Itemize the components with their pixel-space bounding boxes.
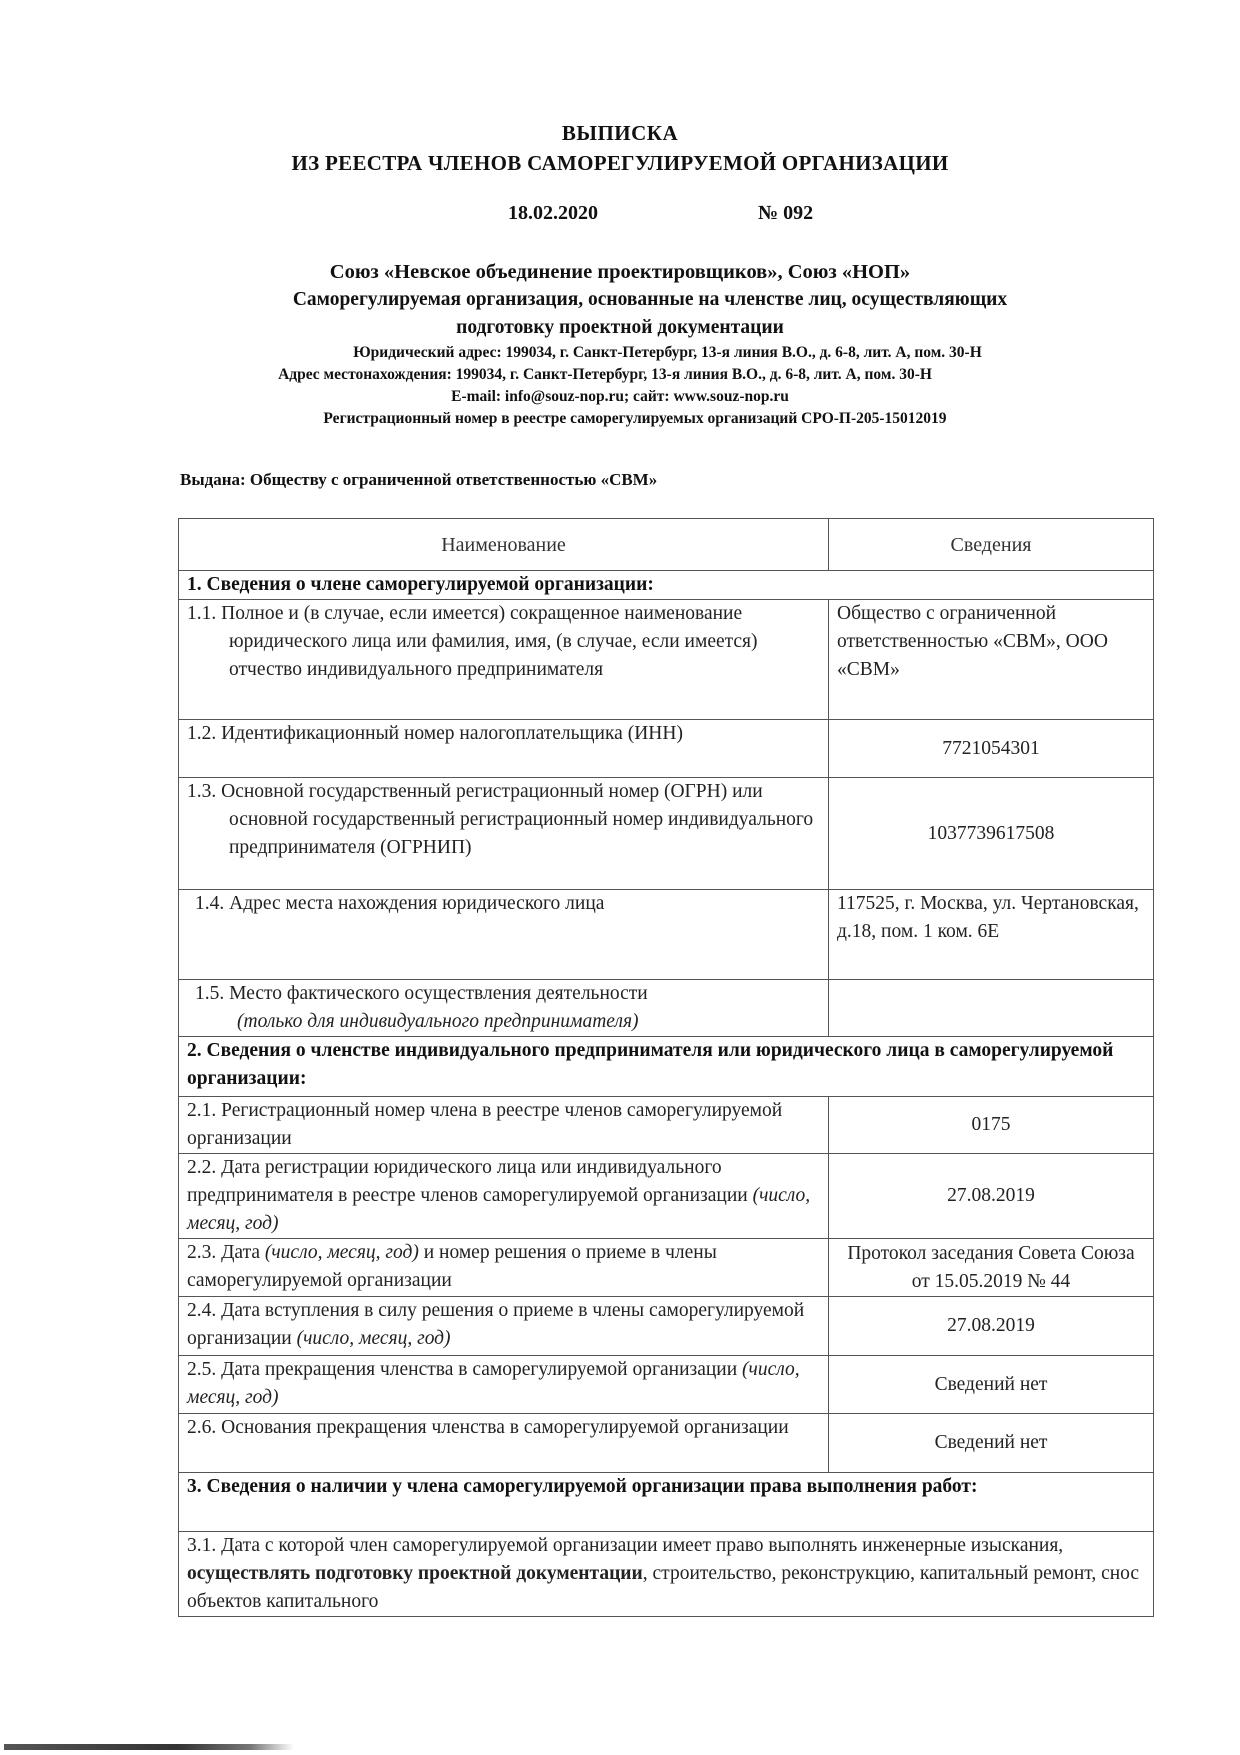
row-label: 1.4. Адрес места нахождения юридического лица	[179, 890, 829, 980]
row-value-effective-date: 27.08.2019	[829, 1297, 1154, 1356]
row-label: 1.3. Основной государственный регистрационный номер (ОГРН) или основной государственный регистрационный номер индивидуального предпринимателя (ОГРНИП)	[179, 778, 829, 890]
row-label: 2.1. Регистрационный номер члена в реестре членов саморегулируемой организации	[179, 1097, 829, 1154]
issued-to: Выдана: Обществу с ограниченной ответственностью «СВМ»	[180, 470, 658, 489]
row-label-text: 2.4. Дата вступления в силу решения о приеме в члены саморегулируемой организации	[187, 1300, 805, 1349]
header-name: Наименование	[179, 519, 829, 571]
row-label-text: 2.2. Дата регистрации юридического лица или индивидуального предпринимателя в реестре членов саморегулируемой организации	[187, 1157, 753, 1206]
row-label	[179, 980, 829, 1037]
table-row	[179, 778, 1154, 890]
document-number: № 092	[758, 202, 814, 224]
row-label-note: (число, месяц, год)	[187, 1185, 811, 1234]
section-2-title: 2. Сведения о членстве индивидуального предпринимателя или юридического лица в саморегулируемой организации:	[179, 1037, 1154, 1097]
row-label	[179, 1356, 829, 1414]
row-label-text: 2.5. Дата прекращения членства в саморегулируемой организации	[187, 1359, 743, 1380]
organization-type-line2: подготовку проектной документации	[456, 317, 784, 338]
row-value-address: 117525, г. Москва, ул. Чертановская, д.18, пом. 1 ком. 6Е	[829, 890, 1154, 980]
row-label-text: , строительство, реконструкцию, капитальный ремонт, снос объектов капитального	[187, 1563, 1140, 1612]
row-label-text: 3.1. Дата с которой член саморегулируемой организации имеет право выполнять инженерные изыскания,	[187, 1535, 1064, 1556]
row-label-emphasis: осуществлять подготовку проектной документации	[187, 1563, 643, 1584]
row-label-text: 2.3. Дата	[187, 1242, 265, 1263]
table-row	[179, 1154, 1154, 1239]
document-date: 18.02.2020	[508, 202, 598, 224]
row-value-inn: 7721054301	[829, 720, 1154, 778]
table-row	[179, 600, 1154, 720]
row-value-protocol: Протокол заседания Совета Союза от 15.05.2019 № 44	[829, 1239, 1154, 1297]
row-label-note: (число, месяц, год)	[296, 1328, 451, 1349]
row-label-text: 1.5. Место фактического осуществления деятельности	[195, 983, 648, 1004]
title-extract: ВЫПИСКА	[561, 121, 679, 145]
sro-registry-number: Регистрационный номер в реестре саморегулируемых организаций СРО-П-205-15012019	[323, 410, 947, 427]
table-row	[179, 1239, 1154, 1297]
row-label-note: (только для индивидуального предпринимателя)	[237, 1011, 639, 1032]
table-row	[179, 1297, 1154, 1356]
row-value: Общество с ограниченной ответственностью «СВМ», ООО «СВМ»	[829, 600, 1154, 720]
contacts: E-mail: info@souz-nop.ru; сайт: www.souz-nop.ru	[451, 388, 789, 405]
row-label	[179, 1239, 829, 1297]
row-label-note: (число, месяц, год)	[187, 1359, 800, 1408]
table-header-row	[179, 519, 1154, 571]
legal-address: Юридический адрес: 199034, г. Санкт-Петербург, 13-я линия В.О., д. 6-8, лит. А, пом. 30-Н	[353, 344, 982, 361]
table-row	[179, 1532, 1154, 1617]
row-value-termination-reason: Сведений нет	[829, 1414, 1154, 1473]
document-title	[0, 118, 1240, 178]
registry-table	[178, 518, 1154, 1617]
organization-header	[0, 258, 1240, 430]
row-value-termination-date: Сведений нет	[829, 1356, 1154, 1414]
table-row	[179, 1097, 1154, 1154]
table-row	[179, 980, 1154, 1037]
row-label: 1.1. Полное и (в случае, если имеется) сокращенное наименование юридического лица или фамилия, имя, (в случае, если имеется) отчество индивидуального предпринимателя	[179, 600, 829, 720]
row-value-ogrn: 1037739617508	[829, 778, 1154, 890]
location-address: Адрес местонахождения: 199034, г. Санкт-Петербург, 13-я линия В.О., д. 6-8, лит. А, пом. 30-Н	[278, 366, 932, 383]
row-label: 2.6. Основания прекращения членства в саморегулируемой организации	[179, 1414, 829, 1473]
row-value	[829, 980, 1154, 1037]
table-row	[179, 1414, 1154, 1473]
row-value-member-number: 0175	[829, 1097, 1154, 1154]
row-label	[179, 1297, 829, 1356]
row-label-note: (число, месяц, год)	[264, 1242, 419, 1263]
title-registry: ИЗ РЕЕСТРА ЧЛЕНОВ САМОРЕГУЛИРУЕМОЙ ОРГАНИЗАЦИИ	[291, 151, 949, 175]
section-3-title: 3. Сведения о наличии у члена саморегулируемой организации права выполнения работ:	[179, 1473, 1154, 1532]
row-label-text: и номер решения о приеме в члены саморегулируемой организации	[187, 1242, 717, 1291]
organization-name: Союз «Невское объединение проектировщиков», Союз «НОП»	[329, 261, 911, 283]
section-row	[179, 571, 1154, 600]
section-1-title: 1. Сведения о члене саморегулируемой организации:	[179, 571, 1154, 600]
table-row	[179, 1356, 1154, 1414]
header-info: Сведения	[829, 519, 1154, 571]
table-row	[179, 720, 1154, 778]
organization-type-line1: Саморегулируемая организация, основанные на членстве лиц, осуществляющих	[292, 289, 1008, 310]
row-value-registration-date: 27.08.2019	[829, 1154, 1154, 1239]
row-label	[179, 1154, 829, 1239]
table-row	[179, 890, 1154, 980]
section-row	[179, 1473, 1154, 1532]
section-row	[179, 1037, 1154, 1097]
row-label	[179, 1532, 1154, 1617]
scan-edge-artifact	[4, 1744, 294, 1750]
row-label: 1.2. Идентификационный номер налогоплательщика (ИНН)	[179, 720, 829, 778]
